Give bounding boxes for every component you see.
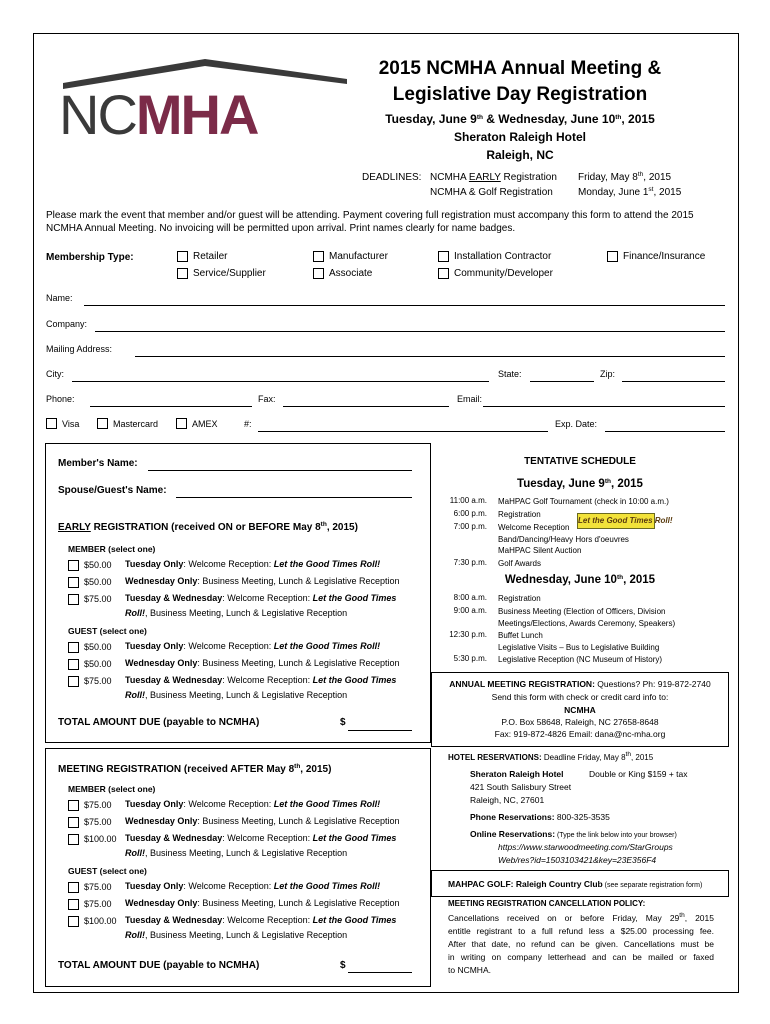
late-total-dollar: $ [340, 960, 346, 971]
wed-item-4-1: Legislative Reception (NC Museum of History) [498, 655, 663, 664]
associate-checkbox[interactable] [313, 268, 324, 279]
amex-checkbox[interactable] [176, 418, 187, 429]
late-guest-price-3: $100.00 [84, 916, 117, 926]
late-member-desc-2: Wednesday Only: Business Meeting, Lunch & Legislative Reception [125, 816, 400, 826]
guest-name-label: Spouse/Guest's Name: [58, 485, 167, 496]
late-guest-select-label: GUEST (select one) [68, 866, 147, 876]
exp-date-field[interactable] [605, 431, 725, 432]
wed-item-2-2: Meetings/Elections, Awards Ceremony, Speakers) [498, 618, 676, 628]
wed-time-3: 12:30 p.m. [449, 630, 487, 639]
hotel-url-line1[interactable]: https://www.starwoodmeeting.com/StarGroups [498, 842, 673, 852]
late-guest-checkbox-3[interactable] [68, 916, 79, 927]
company-label: Company: [46, 319, 88, 329]
cancellation-line-5: to NCMHA. [448, 965, 491, 975]
early-guest-price-2: $50.00 [84, 659, 112, 669]
deadlines-label: DEADLINES: [362, 172, 422, 183]
late-member-checkbox-1[interactable] [68, 800, 79, 811]
wed-item-3-1: Buffet Lunch [498, 631, 543, 640]
cancellation-line-1: Cancellations received on or before Friday, May 29th, 2015 [448, 912, 714, 923]
finance-insurance-label: Finance/Insurance [623, 251, 706, 262]
fax-field[interactable] [283, 406, 449, 407]
wed-item-1-1: Registration [498, 594, 541, 603]
exp-date-label: Exp. Date: [555, 419, 598, 429]
early-total-label: TOTAL AMOUNT DUE (payable to NCMHA) [58, 717, 260, 728]
fax-label: Fax: [258, 394, 276, 404]
early-guest-price-1: $50.00 [84, 642, 112, 652]
tue-item-3-3: MaHPAC Silent Auction [498, 546, 582, 555]
email-field[interactable] [483, 406, 725, 407]
early-guest-desc-3: Tuesday & Wednesday: Welcome Reception: Let the Good Times [125, 675, 397, 685]
early-registration-heading: EARLY REGISTRATION (received ON or BEFORE May 8th, 2015) [58, 521, 358, 533]
early-guest-checkbox-1[interactable] [68, 642, 79, 653]
cancellation-text [448, 912, 714, 977]
late-registration-heading: MEETING REGISTRATION (received AFTER May 8th, 2015) [58, 763, 332, 775]
community-developer-label: Community/Developer [454, 268, 553, 279]
early-member-select-label: MEMBER (select one) [68, 544, 156, 554]
send-form-text: Send this form with check or credit card info to: [491, 692, 669, 702]
ncmha-logo: NCMHA [55, 55, 355, 145]
early-member-price-1: $50.00 [84, 560, 112, 570]
member-name-field[interactable] [148, 470, 412, 471]
late-guest-desc-2: Wednesday Only: Business Meeting, Lunch & Legislative Reception [125, 898, 400, 908]
wed-time-2: 9:00 a.m. [453, 606, 487, 615]
good-times-badge: Let the Good Times Roll! [577, 513, 655, 529]
installation-contractor-checkbox[interactable] [438, 251, 449, 262]
tue-item-3-2: Band/Dancing/Heavy Hors d'oeuvres [498, 534, 629, 544]
manufacturer-label: Manufacturer [329, 251, 388, 262]
mastercard-label: Mastercard [113, 419, 159, 429]
membership-type-label: Membership Type: [46, 252, 134, 263]
late-member-checkbox-3[interactable] [68, 834, 79, 845]
early-member-checkbox-3[interactable] [68, 594, 79, 605]
early-guest-desc-1: Tuesday Only: Welcome Reception: Let the Good Times Roll! [125, 641, 381, 651]
early-member-price-2: $50.00 [84, 577, 112, 587]
early-guest-desc-2: Wednesday Only: Business Meeting, Lunch & Legislative Reception [125, 658, 400, 668]
tue-item-2-1: Registration [498, 510, 541, 519]
hotel-city: Raleigh, NC, 27601 [470, 795, 545, 805]
early-guest-desc-3-line2: Roll!, Business Meeting, Lunch & Legislative Reception [125, 690, 348, 700]
installation-contractor-label: Installation Contractor [454, 251, 552, 262]
mastercard-checkbox[interactable] [97, 418, 108, 429]
wed-item-3-2: Legislative Visits – Bus to Legislative Building [498, 642, 660, 652]
late-member-price-2: $75.00 [84, 817, 112, 827]
org-address: P.O. Box 58648, Raleigh, NC 27658-8648 [501, 717, 659, 727]
hotel-rate: Double or King $159 + tax [589, 769, 688, 779]
early-total-field[interactable] [348, 730, 412, 731]
card-number-label: #: [244, 419, 252, 429]
early-member-checkbox-2[interactable] [68, 577, 79, 588]
hotel-phone: Phone Reservations: 800-325-3535 [470, 812, 610, 822]
visa-label: Visa [62, 419, 80, 429]
retailer-checkbox[interactable] [177, 251, 188, 262]
card-number-field[interactable] [258, 431, 548, 432]
finance-insurance-checkbox[interactable] [607, 251, 618, 262]
phone-field[interactable] [90, 406, 252, 407]
late-total-field[interactable] [348, 972, 412, 973]
tue-time-4: 7:30 p.m. [453, 557, 487, 567]
wed-item-2-1: Business Meeting (Election of Officers, Division [498, 607, 666, 616]
hotel-street: 421 South Salisbury Street [470, 782, 572, 792]
retailer-label: Retailer [193, 251, 228, 262]
late-member-desc-3-line2: Roll!, Business Meeting, Lunch & Legislative Reception [125, 848, 348, 858]
guest-name-field[interactable] [176, 497, 412, 498]
early-member-checkbox-1[interactable] [68, 560, 79, 571]
service-supplier-checkbox[interactable] [177, 268, 188, 279]
early-member-price-3: $75.00 [84, 594, 112, 604]
early-guest-checkbox-3[interactable] [68, 676, 79, 687]
tue-time-2: 6:00 p.m. [453, 509, 487, 518]
late-total-label: TOTAL AMOUNT DUE (payable to NCMHA) [58, 960, 260, 971]
late-member-price-1: $75.00 [84, 800, 112, 810]
early-member-desc-3: Tuesday & Wednesday: Welcome Reception: Let the Good Times [125, 593, 397, 603]
late-guest-desc-3-line2: Roll!, Business Meeting, Lunch & Legislative Reception [125, 930, 348, 940]
late-member-desc-1: Tuesday Only: Welcome Reception: Let the Good Times Roll! [125, 799, 381, 809]
early-member-desc-2: Wednesday Only: Business Meeting, Lunch & Legislative Reception [125, 576, 400, 586]
cancellation-heading: MEETING REGISTRATION CANCELLATION POLICY: [448, 899, 646, 908]
mailing-address-field[interactable] [135, 356, 725, 357]
email-label: Email: [457, 394, 483, 404]
early-guest-price-3: $75.00 [84, 676, 112, 686]
deadline-early-date: Friday, May 8th, 2015 [578, 171, 672, 183]
zip-label: Zip: [600, 369, 616, 379]
service-supplier-label: Service/Supplier [193, 268, 266, 279]
name-label: Name: [46, 293, 73, 303]
deadline-early-label: NCMHA EARLY Registration [430, 172, 557, 183]
hotel-reservations-heading: HOTEL RESERVATIONS: Deadline Friday, May 8th, 2015 [448, 751, 654, 762]
hotel-online: Online Reservations: (Type the link below into your browser) [470, 829, 677, 839]
late-member-desc-3: Tuesday & Wednesday: Welcome Reception: Let the Good Times [125, 833, 397, 843]
city-label: City: [46, 369, 64, 379]
org-name: NCMHA [564, 705, 596, 715]
associate-label: Associate [329, 268, 373, 279]
city-field[interactable] [72, 381, 489, 382]
cancellation-line-3: After that date, no refund can be given. Cancellations must be [448, 939, 714, 949]
form-title-line2: Legislative Day Registration [392, 84, 648, 105]
schedule-heading: TENTATIVE SCHEDULE [524, 456, 636, 467]
early-guest-select-label: GUEST (select one) [68, 626, 147, 636]
phone-label: Phone: [46, 394, 75, 404]
golf-info: MAHPAC GOLF: Raleigh Country Club (see separate registration form) [448, 879, 703, 889]
late-guest-price-1: $75.00 [84, 882, 112, 892]
late-member-checkbox-2[interactable] [68, 817, 79, 828]
tue-item-1-1: MaHPAC Golf Tournament (check in 10:00 a.m.) [498, 497, 669, 506]
tue-item-4-1: Golf Awards [498, 558, 541, 568]
early-member-desc-3-line2: Roll!, Business Meeting, Lunch & Legislative Reception [125, 608, 348, 618]
cancellation-line-2: entitle registrant to a full refund less a $25.00 processing fee. [448, 926, 714, 936]
late-guest-checkbox-2[interactable] [68, 899, 79, 910]
name-field[interactable] [84, 305, 725, 306]
amex-label: AMEX [192, 419, 218, 429]
early-member-desc-1: Tuesday Only: Welcome Reception: Let the Good Times Roll! [125, 559, 381, 569]
early-total-dollar: $ [340, 717, 346, 728]
wednesday-heading: Wednesday, June 10th, 2015 [504, 574, 656, 586]
wed-time-1: 8:00 a.m. [453, 593, 487, 602]
event-city: Raleigh, NC [486, 148, 554, 162]
event-venue: Sheraton Raleigh Hotel [453, 130, 587, 144]
cancellation-line-4: in writing on company letterhead and can be mailed or faxed [448, 952, 714, 962]
member-name-label: Member's Name: [58, 458, 138, 469]
tue-time-3: 7:00 p.m. [453, 522, 487, 531]
late-guest-desc-3: Tuesday & Wednesday: Welcome Reception: Let the Good Times [125, 915, 397, 925]
late-member-price-3: $100.00 [84, 834, 117, 844]
hotel-name: Sheraton Raleigh Hotel [470, 769, 564, 779]
late-guest-desc-1: Tuesday Only: Welcome Reception: Let the Good Times Roll! [125, 881, 381, 891]
early-guest-checkbox-2[interactable] [68, 659, 79, 670]
event-dates: Tuesday, June 9th & Wednesday, June 10th, 2015 [385, 112, 655, 126]
zip-field[interactable] [622, 381, 725, 382]
community-developer-checkbox[interactable] [438, 268, 449, 279]
visa-checkbox[interactable] [46, 418, 57, 429]
wed-time-4: 5:30 p.m. [453, 654, 487, 663]
tue-time-1: 11:00 a.m. [449, 496, 487, 505]
company-field[interactable] [95, 331, 725, 332]
intro-text: Please mark the event that member and/or guest will be attending. Payment covering full registration must accompany this form to attend the 2015 NCMHA Annual Meeting. No invoicing will be permitted upon arrival. Print names clearly for name badges. [46, 210, 694, 234]
late-guest-checkbox-1[interactable] [68, 882, 79, 893]
annual-meeting-contact: ANNUAL MEETING REGISTRATION: Questions? Ph: 919-872-2740 [449, 679, 711, 689]
tuesday-heading: Tuesday, June 9th, 2015 [517, 478, 643, 490]
hotel-url-line2[interactable]: Web/res?id=1503103421&key=23E356F4 [498, 855, 657, 865]
mailing-address-label: Mailing Address: [46, 344, 113, 354]
tue-item-3-1: Welcome Reception [498, 523, 570, 532]
state-label: State: [498, 369, 522, 379]
late-guest-price-2: $75.00 [84, 899, 112, 909]
org-fax-email: Fax: 919-872-4826 Email: dana@nc-mha.org [494, 729, 666, 739]
manufacturer-checkbox[interactable] [313, 251, 324, 262]
deadline-golf-label: NCMHA & Golf Registration [430, 187, 553, 198]
late-member-select-label: MEMBER (select one) [68, 784, 156, 794]
state-field[interactable] [530, 381, 594, 382]
form-title-line1: 2015 NCMHA Annual Meeting & [378, 58, 662, 79]
deadline-golf-date: Monday, June 1st, 2015 [578, 186, 682, 198]
